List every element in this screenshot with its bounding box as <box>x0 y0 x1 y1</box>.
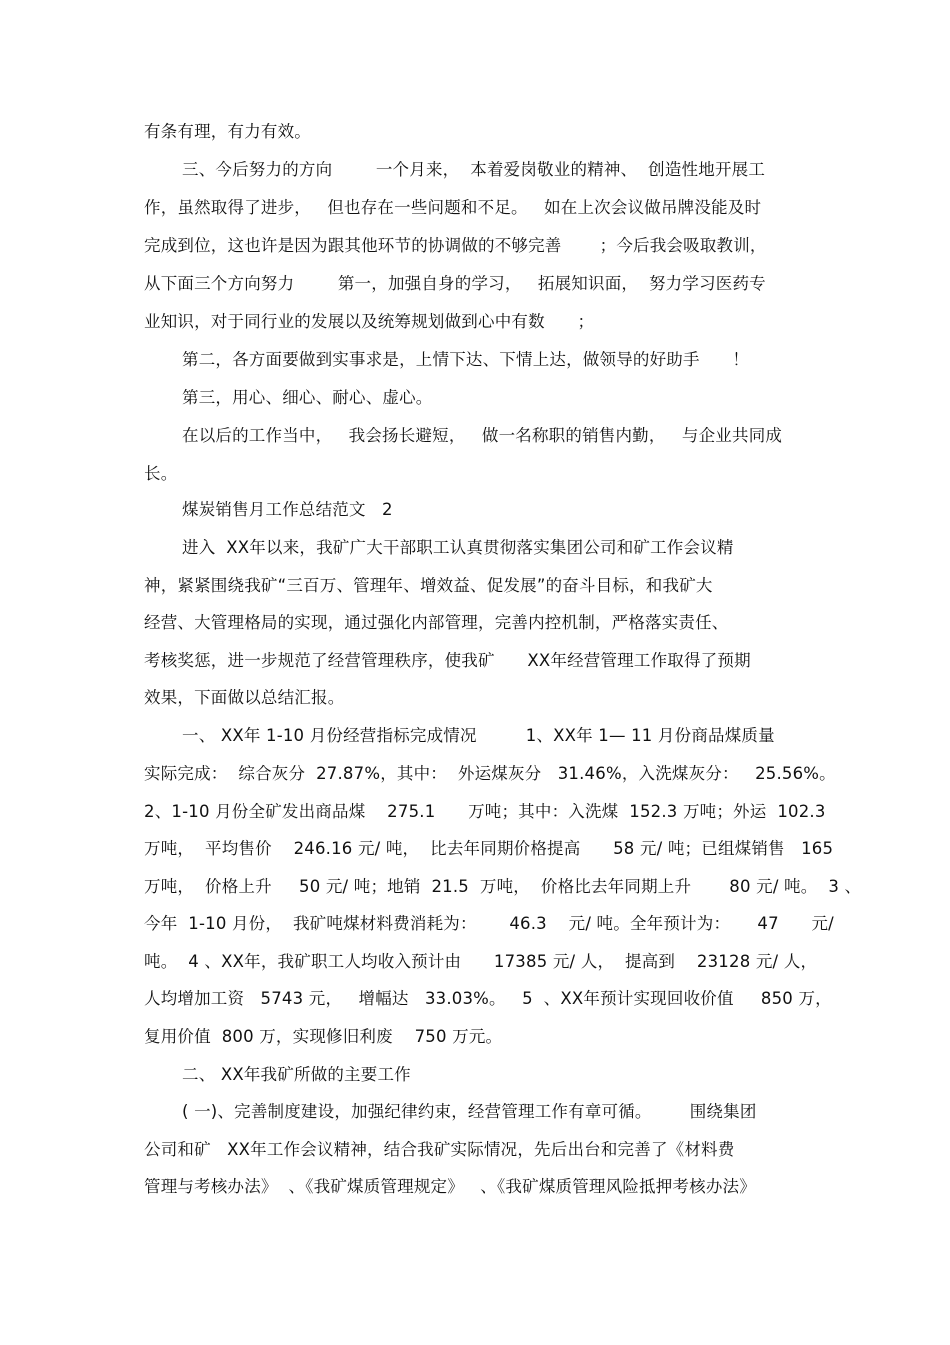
text-line: 进入 XX年以来，我矿广大干部职工认真贯彻落实集团公司和矿工作会议精 <box>182 538 734 557</box>
text-line: 实际完成： 综合灰分 27.87%，其中： 外运煤灰分 31.46%，入洗煤灰分： 25.56%。 <box>144 764 836 783</box>
text-line: 效果，下面做以总结汇报。 <box>144 688 345 707</box>
text-line: 2、1-10 月份全矿发出商品煤 275.1 万吨；其中：入洗煤 152.3 万吨；外运 102.3 <box>144 802 826 821</box>
text-line: 神，紧紧围绕我矿“三百万、管理年、增效益、促发展”的奋斗目标，和我矿大 <box>144 576 713 595</box>
text-line: 第二，各方面要做到实事求是，上情下达、下情上达，做领导的好助手 ！ <box>182 350 750 369</box>
text-line: 有条有理，有力有效。 <box>144 122 311 141</box>
text-line: 完成到位，这也许是因为跟其他环节的协调做的不够完善 ；今后我会吸取教训， <box>144 236 767 255</box>
text-line: 长。 <box>144 464 178 483</box>
section-heading: 二、 XX年我矿所做的主要工作 <box>182 1065 411 1084</box>
text-line: 经营、大管理格局的实现，通过强化内部管理，完善内控机制，严格落实责任、 <box>144 613 729 632</box>
text-line: 作，虽然取得了进步， 但也存在一些问题和不足。 如在上次会议做吊牌没能及时 <box>144 198 762 217</box>
text-line: 一、 XX年 1-10 月份经营指标完成情况 1、XX年 1— 11 月份商品煤质量 <box>182 726 775 745</box>
text-line: 吨。 4 、XX年，我矿职工人均收入预计由 17385 元/ 人， 提高到 23128 元/ 人， <box>144 952 818 971</box>
text-line: 管理与考核办法》 、《我矿煤质管理规定》 、《我矿煤质管理风险抵押考核办法》 <box>144 1177 756 1196</box>
text-line: 公司和矿 XX年工作会议精神，结合我矿实际情况，先后出台和完善了《材料费 <box>144 1140 735 1159</box>
text-line: 人均增加工资 5743 元， 增幅达 33.03%。 5 、XX年预计实现回收价值 850 万， <box>144 989 832 1008</box>
section-heading: 煤炭销售月工作总结范文 2 <box>182 500 393 519</box>
text-line: 万吨， 平均售价 246.16 元/ 吨， 比去年同期价格提高 58 元/ 吨；已组煤销售 165 <box>144 839 834 858</box>
text-line: 第三，用心、细心、耐心、虚心。 <box>182 388 433 407</box>
text-line: 复用价值 800 万，实现修旧利废 750 万元。 <box>144 1027 503 1046</box>
text-line: 考核奖惩，进一步规范了经营管理秩序，使我矿 XX年经营管理工作取得了预期 <box>144 651 751 670</box>
text-line: ( 一)、完善制度建设，加强纪律约束，经营管理工作有章可循。 围绕集团 <box>182 1102 757 1121</box>
text-line: 万吨， 价格上升 50 元/ 吨；地销 21.5 万吨， 价格比去年同期上升 80 元/ 吨。 3 、 <box>144 877 862 896</box>
text-line: 从下面三个方向努力 第一，加强自身的学习， 拓展知识面， 努力学习医药专 <box>144 274 766 293</box>
text-line: 业知识，对于同行业的发展以及统筹规划做到心中有数 ； <box>144 312 595 331</box>
text-line: 在以后的工作当中， 我会扬长避短， 做一名称职的销售内勤， 与企业共同成 <box>182 426 783 445</box>
text-line: 三、今后努力的方向 一个月来， 本着爱岗敬业的精神、 创造性地开展工 <box>182 160 766 179</box>
text-line: 今年 1-10 月份， 我矿吨煤材料费消耗为： 46.3 元/ 吨。全年预计为： 47 元/ <box>144 914 834 933</box>
